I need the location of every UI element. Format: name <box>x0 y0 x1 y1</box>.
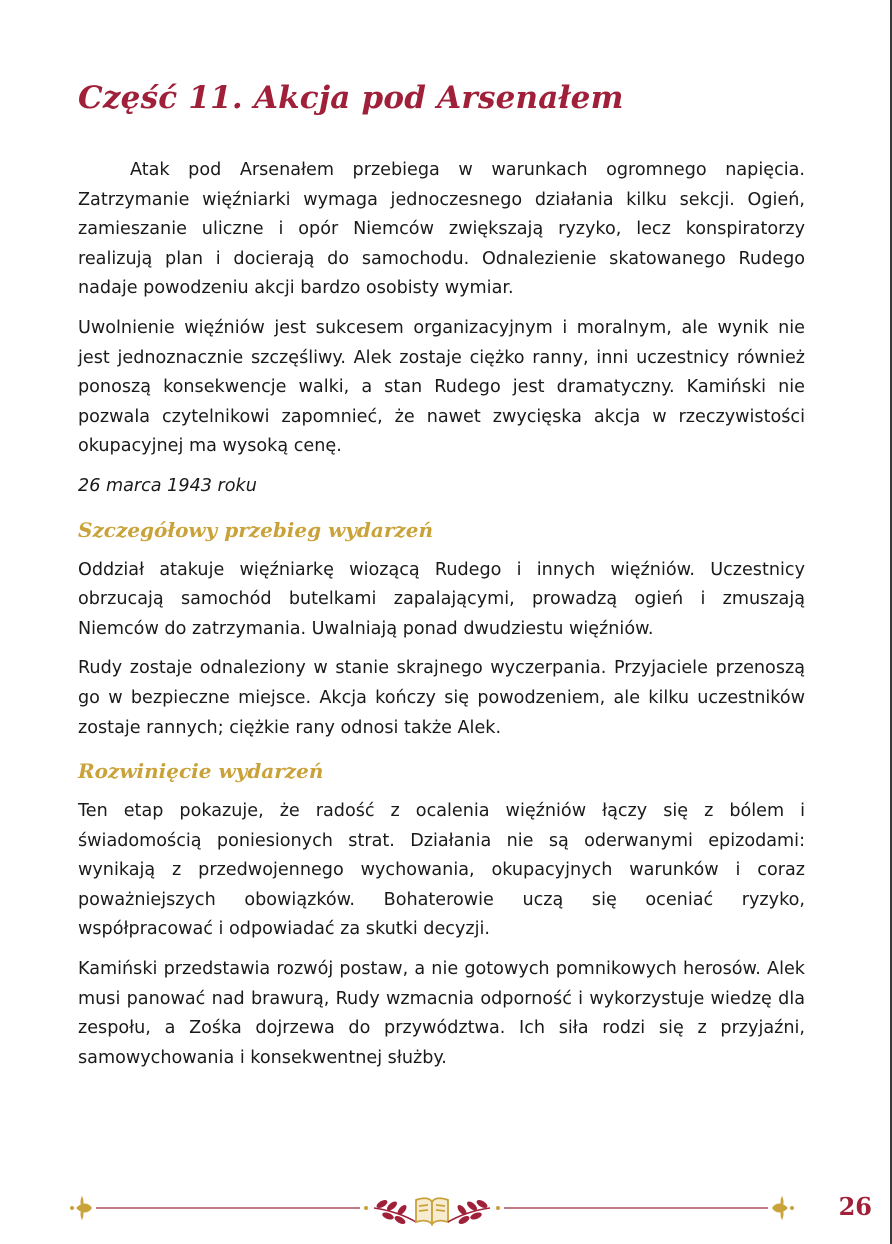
development-paragraph-2: Kamiński przedstawia rozwój postaw, a nie gotowych pomnikowych herosów. Alek musi panować nad brawurą, Rudy wzmacnia odporność i wykorzystuje wiedzę dla zespołu, a Zośka dojrzewa do przywództwa. Ich siła rodzi się z przyjaźni, samowychowania i konsekwentnej służby. <box>78 959 805 1068</box>
section-heading-development: Rozwinięcie wydarzeń <box>78 759 324 784</box>
right-fleuron-icon <box>772 1196 794 1220</box>
right-laurel-icon <box>448 1198 490 1225</box>
left-fleuron-icon <box>70 1196 92 1220</box>
intro-paragraph-1: Atak pod Arsenałem przebiega w warunkach ogromnego napięcia. Zatrzymanie więźniarki wymaga jednoczesnego działania kilku sekcji. Ogień, zamieszanie uliczne i opór Niemców zwiększają ryzyko, lecz konspiratorzy realizują plan i docierają do samochodu. Odnalezienie skatowanego Rudego nadaje powodzeniu akcji bardzo osobisty wymiar. <box>78 160 805 299</box>
details-paragraph-2: Rudy zostaje odnaleziony w stanie skrajnego wyczerpania. Przyjaciele przenoszą go w bezpieczne miejsce. Akcja kończy się powodzeniem, ale kilku uczestników zostaje rannych; ciężkie rany odnosi także Alek. <box>78 658 805 738</box>
left-laurel-icon <box>374 1198 416 1225</box>
details-paragraph-1: Oddział atakuje więźniarkę wiozącą Rudego i innych więźniów. Uczestnicy obrzucają samochód butelkami zapalającymi, prowadzą ogień i zmuszają Niemców do zatrzymania. Uwalniają ponad dwudziestu więźniów. <box>78 559 805 639</box>
page-content <box>78 76 805 1083</box>
section-heading-details: Szczegółowy przebieg wydarzeń <box>78 517 434 542</box>
book-laurel-ornament-icon <box>70 1186 794 1230</box>
open-book-icon <box>416 1198 448 1224</box>
date-line: 26 marca 1943 roku <box>78 475 257 496</box>
chapter-title: Część 11. Akcja pod Arsenałem <box>78 80 624 116</box>
page-number: 26 <box>838 1192 872 1221</box>
intro-paragraph-2: Uwolnienie więźniów jest sukcesem organizacyjnym i moralnym, ale wynik nie jest jednoznacznie szczęśliwy. Alek zostaje ciężko ranny, inni uczestnicy również ponoszą konsekwencje walki, a stan Rudego jest dramatyczny. Kamiński nie pozwala czytelnikowi zapomnieć, że nawet zwycięska akcja w rzeczywistości okupacyjnej ma wysoką cenę. <box>78 317 805 457</box>
development-paragraph-1: Ten etap pokazuje, że radość z ocalenia więźniów łączy się z bólem i świadomością poniesionych strat. Działania nie są oderwanymi epizodami: wynikają z przedwojennego wychowania, okupacyjnych warunków i coraz poważniejszych obowiązków. Bohaterowie uczą się oceniać ryzyko, współpracować i odpowiadać za skutki decyzji. <box>78 801 805 940</box>
